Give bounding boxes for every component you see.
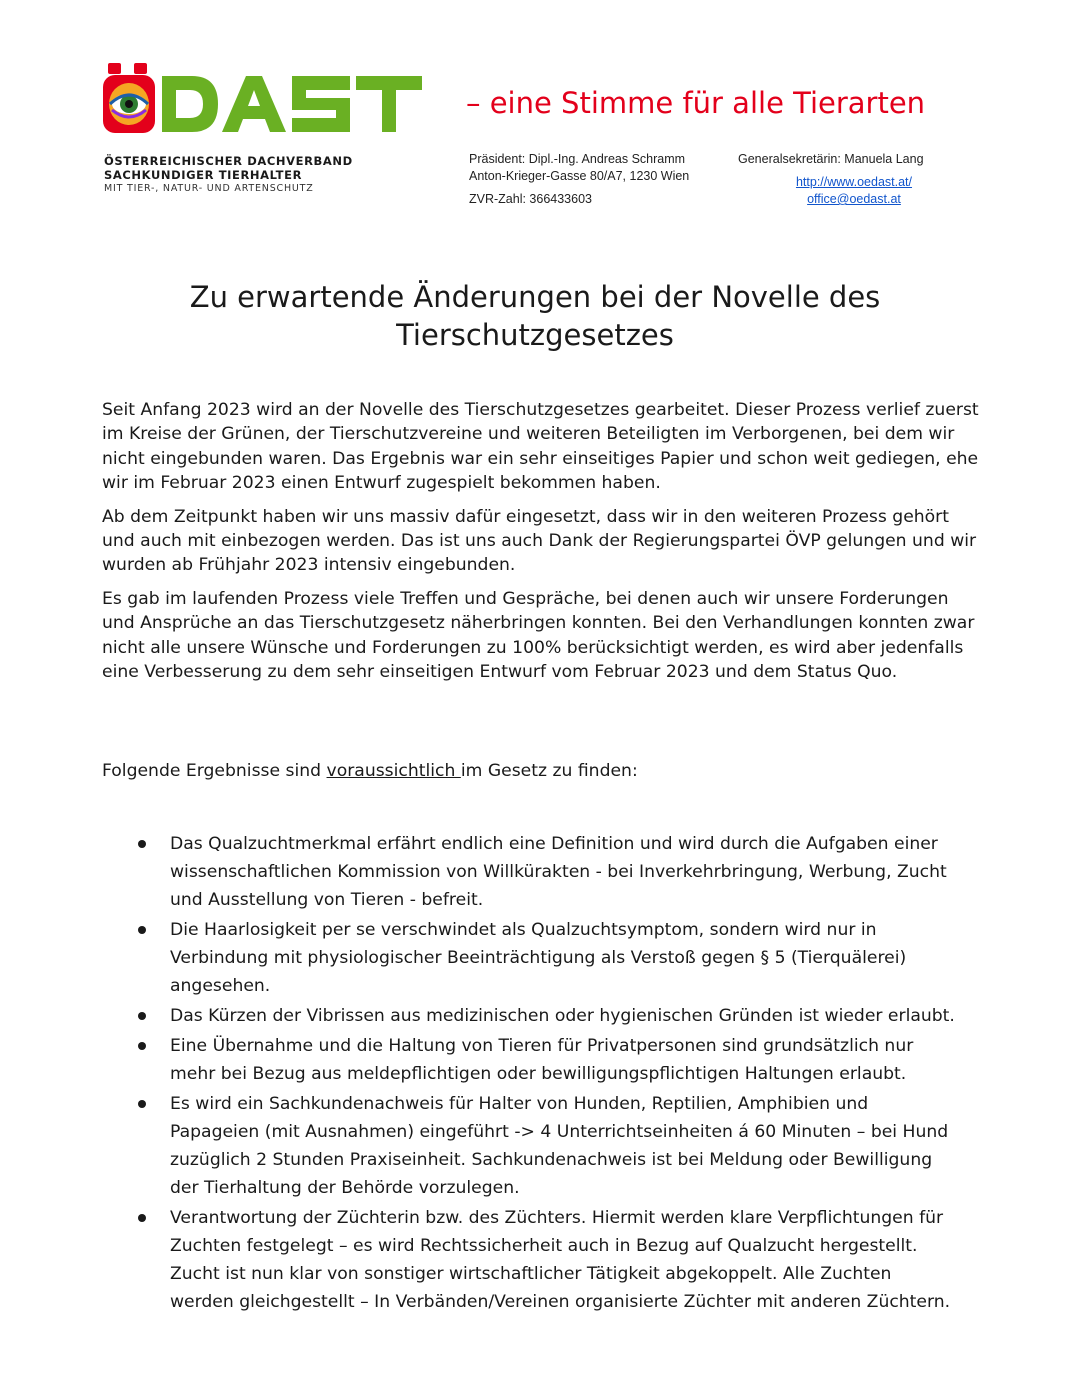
list-item [136,1204,956,1316]
list-item [136,1002,956,1030]
zvr-number: ZVR-Zahl: 366433603 [469,192,592,206]
list-item-text: Die Haarlosigkeit per se verschwindet als Qualzuchtsymptom, sondern wird nur in Verbindung mit physiologischer Beeinträchtigung als Verstoß gegen § 5 (Tierquälerei) angesehen. [170,920,907,996]
list-item [136,830,956,914]
list-item-text: Eine Übernahme und die Haltung von Tieren für Privatpersonen sind grundsätzlich nur mehr bei Bezug aus meldepflichtigen oder bewilligungspflichtigen Haltungen erlaubt. [170,1036,914,1084]
list-item-text: Das Qualzuchtmerkmal erfährt endlich eine Definition und wird durch die Aufgaben einer wissenschaftlichen Kommission von Willkürakten - bei Inverkehrbringung, Werbung, Zucht und Ausstellung von Tieren - befreit. [170,834,947,910]
bullet-icon [138,840,146,848]
document-title [100,278,970,354]
list-item-text: Das Kürzen der Vibrissen aus medizinischen oder hygienischen Gründen ist wieder erlaubt. [170,1006,955,1026]
title-line-1: Zu erwartende Änderungen bei der Novelle des [189,280,881,314]
list-item [136,1090,956,1202]
bullet-icon [138,1100,146,1108]
secretary-line: Generalsekretärin: Manuela Lang [738,152,924,166]
list-item [136,1032,956,1088]
body-paragraphs [102,398,982,693]
paragraph: Ab dem Zeitpunkt haben wir uns massiv dafür eingesetzt, dass wir in den weiteren Prozess gehört und auch mit einbezogen werden. Das ist uns auch Dank der Regierungspartei ÖVP gelungen und wir wurden ab Frühjahr 2023 intensiv eingebunden. [102,506,977,576]
tagline: – eine Stimme für alle Tierarten [466,86,926,120]
contact-block-right [738,151,968,208]
president-line: Präsident: Dipl.-Ing. Andreas Schramm [469,152,686,166]
org-subtitle: MIT TIER-, NATUR- UND ARTENSCHUTZ [104,183,314,194]
list-item-text: Verantwortung der Züchterin bzw. des Züchters. Hiermit werden klare Verpflichtungen für Zuchten festgelegt – es wird Rechtssicherheit auch in Bezug auf Qualzucht hergestellt. Zucht ist nun klar von sonstiger wirtschaftlicher Tätigkeit abgekoppelt. Alle Zuchten werden gleichgestellt – In Verbänden/Vereinen organisierte Züchter mit anderen Züchtern. [170,1208,951,1312]
website-link[interactable]: http://www.oedast.at/ [795,175,913,189]
org-name-line2: SACHKUNDIGER TIERHALTER [104,168,303,182]
paragraph: Seit Anfang 2023 wird an der Novelle des Tierschutzgesetzes gearbeitet. Dieser Prozess verlief zuerst im Kreise der Grünen, der Tierschutzvereine und weiteren Beteiligten im Verborgenen, bei dem wir nicht eingebunden waren. Das Ergebnis war ein sehr einseitiges Papier und schon weit gediegen, ehe wir im Februar 2023 einen Entwurf zugespielt bekommen haben. [102,400,979,494]
bullet-icon [138,1042,146,1050]
results-intro [102,759,982,783]
org-name-line1: ÖSTERREICHISCHER DACHVERBAND [104,154,353,168]
results-intro-text: Folgende Ergebnisse sind [102,761,327,781]
results-intro-text-end: im Gesetz zu finden: [460,761,638,781]
list-item-text: Es wird ein Sachkundenachweis für Halter von Hunden, Reptilien, Amphibien und Papageien (mit Ausnahmen) eingeführt -> 4 Unterrichtseinheiten á 60 Minuten – bei Hund zuzüglich 2 Stunden Praxiseinheit. Sachkundenachweis ist bei Meldung oder Bewilligung der Tierhaltung der Behörde vorzulegen. [170,1094,949,1198]
results-intro-emphasis: voraussichtlich [326,761,461,781]
bullet-icon [138,1012,146,1020]
address-line: Anton-Krieger-Gasse 80/A7, 1230 Wien [469,169,690,183]
contact-links [738,174,970,208]
oedast-logo [100,60,430,140]
email-link[interactable]: office@oedast.at [807,192,901,206]
title-line-2: Tierschutzgesetzes [396,318,674,352]
organization-name [104,154,434,196]
bullet-icon [138,926,146,934]
paragraph: Es gab im laufenden Prozess viele Treffen und Gespräche, bei denen auch wir unsere Forderungen und Ansprüche an das Tierschutzgesetz näherbringen konnten. Bei den Verhandlungen konnten zwar nicht alle unsere Wünsche und Forderungen zu 100% berücksichtigt werden, es wird aber jedenfalls eine Verbesserung zu dem sehr einseitigen Entwurf vom Februar 2023 und dem Status Quo. [102,588,975,683]
list-item [136,916,956,1000]
contact-block-left [469,151,689,208]
bullet-icon [138,1214,146,1222]
results-list [136,830,956,1318]
